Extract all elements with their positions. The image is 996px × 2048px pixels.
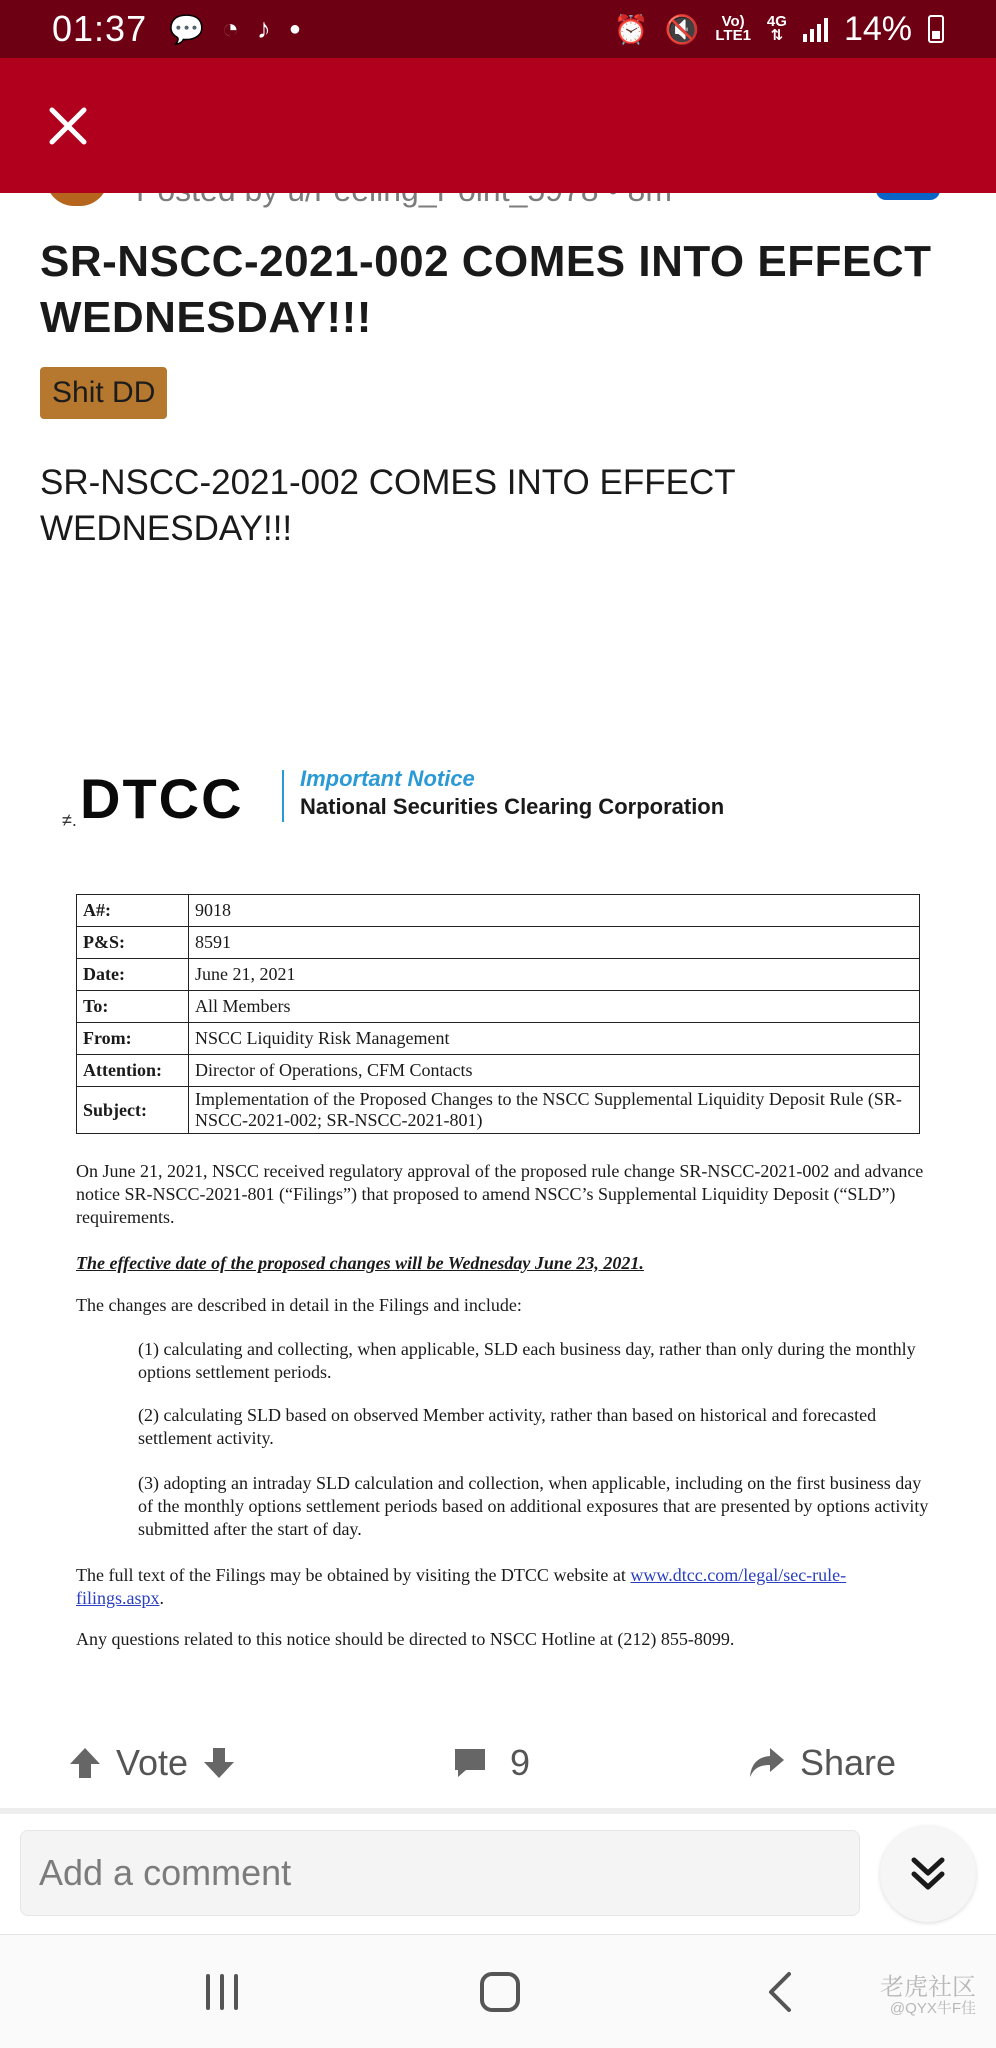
collapse-button[interactable] <box>880 1826 976 1922</box>
filings-link[interactable]: www.dtcc.com/legal/sec-rule-filings.aspx <box>76 1565 847 1608</box>
recent-apps-icon <box>202 1974 242 2010</box>
system-status-icons <box>614 10 944 49</box>
notice-questions: Any questions related to this notice should be directed to NSCC Hotline at (212) 855-8099. <box>76 1629 735 1649</box>
double-chevron-down-icon <box>908 1854 948 1894</box>
post-flair[interactable]: Shit DD <box>40 367 167 419</box>
watermark-line1: 老虎社区 <box>880 1974 976 2001</box>
data-indicator <box>767 15 787 43</box>
home-button[interactable] <box>460 1957 540 2027</box>
table-row <box>77 1023 920 1055</box>
app-header <box>0 58 996 193</box>
table-key: Subject: <box>77 1087 189 1134</box>
volte-top: Vo) <box>721 13 745 30</box>
comment-bubble-icon <box>452 1746 488 1780</box>
table-key: From: <box>77 1023 189 1055</box>
table-row <box>77 927 920 959</box>
notice-changes-intro: The changes are described in detail in the Filings and include: <box>76 1295 522 1315</box>
status-bar <box>0 0 996 58</box>
upvote-arrow-icon[interactable] <box>68 1746 102 1780</box>
battery-icon <box>928 15 944 43</box>
status-time: 01:37 <box>52 8 148 49</box>
back-button[interactable] <box>740 1957 820 2027</box>
table-key: Attention: <box>77 1055 189 1087</box>
comments-button[interactable] <box>452 1728 530 1798</box>
notice-paragraph-approval: On June 21, 2021, NSCC received regulatory approval of the proposed rule change SR-NSCC-2021-002 and advance notice SR-NSCC-2021-801 (“Filings”) that proposed to amend NSCC’s Supplemental Liquidity Deposit (“SLD”) requirements. <box>76 1161 924 1227</box>
table-key: A#: <box>77 895 189 927</box>
post-action-bar <box>0 1728 996 1798</box>
notice-effective-date: The effective date of the proposed changes will be Wednesday June 23, 2021. <box>76 1253 644 1273</box>
table-value: Director of Operations, CFM Contacts <box>189 1055 920 1087</box>
close-icon <box>48 106 88 146</box>
table-key: To: <box>77 991 189 1023</box>
notification-icons <box>169 13 301 46</box>
watermark-line2: @QYX牛F佳 <box>889 2000 976 2017</box>
share-label: Share <box>800 1742 897 1783</box>
share-arrow-icon <box>748 1746 786 1780</box>
logo-mark: ≠. <box>62 810 77 830</box>
system-nav-bar <box>0 1934 996 2048</box>
notice-change-1: (1) calculating and collecting, when applicable, SLD each business day, rather than only during the monthly options settlement periods. <box>138 1339 916 1382</box>
alarm-icon: ⏰ <box>613 13 649 45</box>
back-icon <box>765 1970 795 2014</box>
add-comment-input[interactable] <box>20 1830 860 1916</box>
table-row <box>77 991 920 1023</box>
table-row <box>77 959 920 991</box>
downvote-arrow-icon[interactable] <box>202 1746 236 1780</box>
data-top: 4G <box>766 13 787 30</box>
table-row <box>77 1055 920 1087</box>
data-bottom: ⇅ <box>770 27 784 44</box>
section-divider <box>0 1808 996 1814</box>
table-value: All Members <box>189 991 920 1023</box>
notice-change-2: (2) calculating SLD based on observed Member activity, rather than based on historical and forecasted settlement activity. <box>138 1405 877 1448</box>
notice-organization: National Securities Clearing Corporation <box>300 794 725 819</box>
post-body: SR-NSCC-2021-002 COMES INTO EFFECT WEDNESDAY!!! <box>40 463 735 548</box>
more-notifications-dot-icon: ● <box>288 17 301 40</box>
notice-full-text <box>76 1564 932 1610</box>
chat-notification-icon: 💬 <box>169 13 204 45</box>
vote-label: Vote <box>116 1742 189 1783</box>
comment-count: 9 <box>510 1742 531 1783</box>
dance-notification-icon: ♪ <box>256 13 271 44</box>
app-notification-icon: ◔ <box>221 13 239 44</box>
home-icon <box>478 1970 522 2014</box>
table-value: NSCC Liquidity Risk Management <box>189 1023 920 1055</box>
table-row <box>77 1087 920 1134</box>
post-title: SR-NSCC-2021-002 COMES INTO EFFECT WEDNESDAY!!! <box>40 237 932 342</box>
watermark <box>880 1975 976 2017</box>
signal-strength-icon <box>803 16 828 42</box>
table-key: Date: <box>77 959 189 991</box>
notice-label: Important Notice <box>300 766 475 791</box>
table-key: P&S: <box>77 927 189 959</box>
mute-icon: 🔇 <box>664 13 700 45</box>
table-value: 8591 <box>189 927 920 959</box>
volte-bottom: LTE1 <box>715 27 751 44</box>
table-value: June 21, 2021 <box>189 959 920 991</box>
logo-divider <box>282 770 284 822</box>
table-value: 9018 <box>189 895 920 927</box>
table-value: Implementation of the Proposed Changes to the NSCC Supplemental Liquidity Deposit Rule (SR-NSCC-2021-002; SR-NSCC-2021-801) <box>189 1087 920 1134</box>
full-text-suffix: . <box>159 1588 164 1608</box>
post-image-dtcc-notice[interactable] <box>54 752 944 1672</box>
notice-info-table <box>76 894 920 1134</box>
volte-indicator <box>715 15 751 43</box>
share-button[interactable] <box>748 1728 896 1798</box>
close-button[interactable] <box>38 96 98 156</box>
vote-group <box>68 1728 236 1798</box>
battery-percentage: 14% <box>843 9 912 48</box>
notice-change-3: (3) adopting an intraday SLD calculation and collection, when applicable, including on the first business day of the monthly options settlement periods based on additional exposures that are presented by options activity submitted after the start of day. <box>138 1473 929 1539</box>
full-text-prefix: The full text of the Filings may be obtained by visiting the DTCC website at <box>76 1565 631 1585</box>
dtcc-logo: DTCC <box>80 767 244 830</box>
recent-apps-button[interactable] <box>182 1957 262 2027</box>
table-row <box>77 895 920 927</box>
